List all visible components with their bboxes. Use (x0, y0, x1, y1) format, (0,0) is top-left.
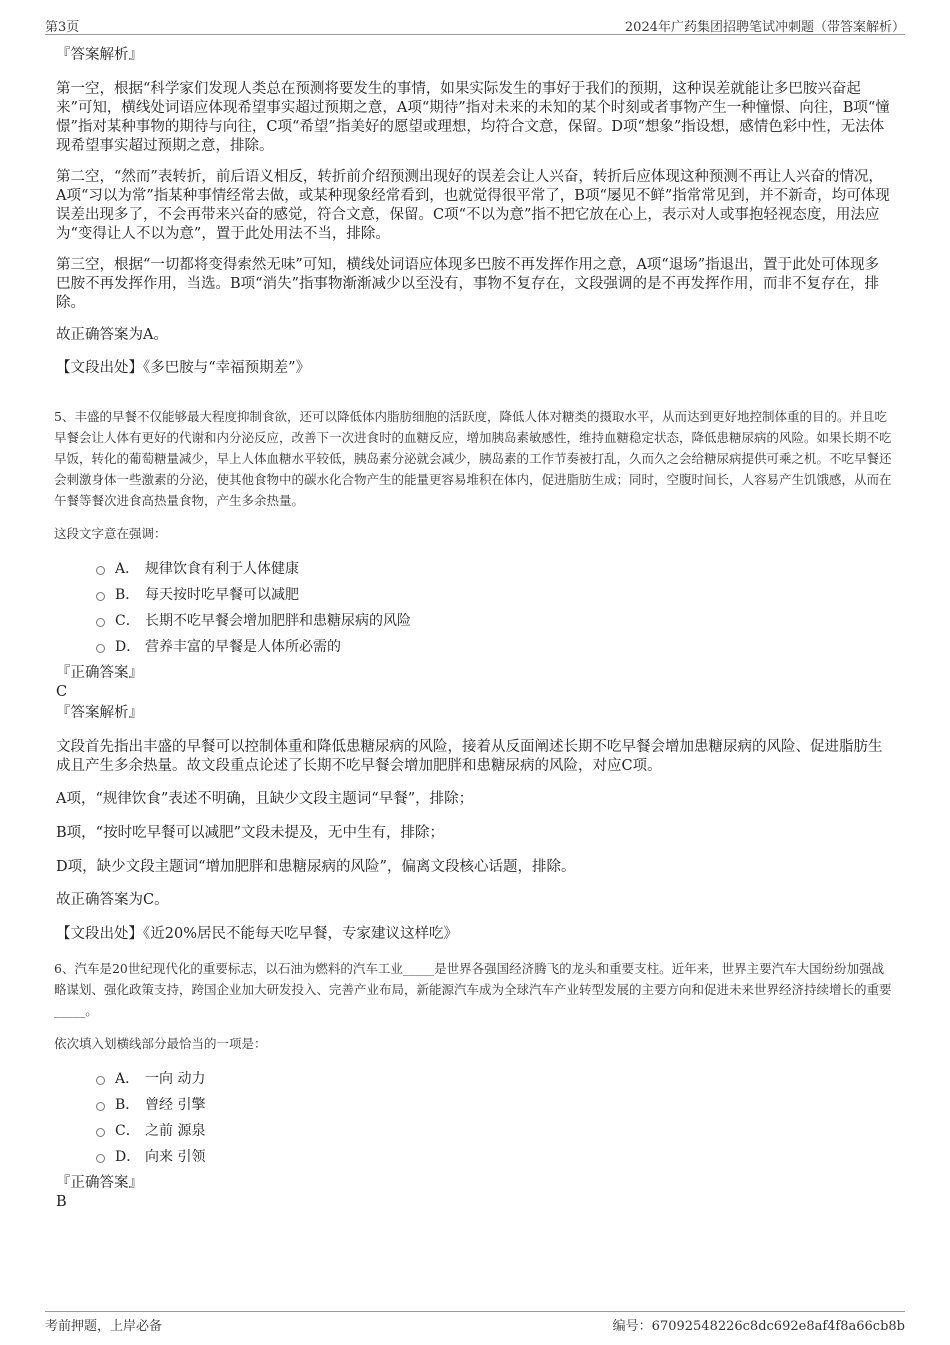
q6-stem: 6、汽车是20世纪现代化的重要标志，以石油为燃料的汽车工业_____是世界各强国经济腾飞的龙头和重要支柱。近年来，世界主要汽车大国纷纷加强战略谋划、强化政策支持，跨国企业加大研发投入、完善产业布局，新能源汽车成为全球汽车产业转型发展的主要方向和促进未来世界经济持续增长的重要_____。 (54, 961, 892, 1018)
radio-icon[interactable] (96, 592, 105, 601)
q5-option-a[interactable]: A． 规律饮食有利于人体健康 (96, 555, 411, 581)
page-header (45, 14, 905, 35)
q5-analysis-paragraph-1: 文段首先指出丰盛的早餐可以控制体重和降低患糖尿病的风险，接着从反面阐述长期不吃早餐会增加患糖尿病的风险、促进脂肪生成且产生多余热量。故文段重点论述了长期不吃早餐会增加肥胖和患糖尿病的风险，对应C项。 (56, 739, 883, 774)
q6-answer: B (56, 1194, 67, 1210)
q5-options (96, 555, 411, 659)
radio-icon[interactable] (96, 1128, 105, 1137)
q5-analysis-paragraph-2: A项，“规律饮食”表述不明确，且缺少文段主题词“早餐”，排除； (56, 791, 474, 807)
q6-options (96, 1065, 205, 1169)
q5-answer-label: 『正确答案』 (56, 665, 143, 681)
page-number: 第3页 (45, 20, 80, 35)
q5-analysis-label: 『答案解析』 (56, 705, 143, 721)
radio-icon[interactable] (96, 1154, 105, 1163)
q5-option-b[interactable]: B． 每天按时吃早餐可以减肥 (96, 581, 411, 607)
q6-option-a[interactable]: A． 一向 动力 (96, 1065, 205, 1091)
page-footer (45, 1311, 905, 1332)
q6-option-b[interactable]: B． 曾经 引擎 (96, 1091, 205, 1117)
q4-analysis-paragraph-3: 第三空，根据“一切都将变得索然无味”可知，横线处词语应体现多巴胺不再发挥作用之意，A项“退场”指退出，置于此处可体现多巴胺不再发挥作用，当选。B项“消失”指事物渐渐减少以至没有，事物不复存在，文段强调的是不再发挥作用，而非不复存在，排除。 (56, 257, 880, 311)
radio-icon[interactable] (96, 1076, 105, 1085)
q5-option-d[interactable]: D． 营养丰富的早餐是人体所必需的 (96, 633, 411, 659)
document-id: 编号：67092548226c8dc692e8af4f8a66cb8b (612, 1319, 905, 1334)
radio-icon[interactable] (96, 1102, 105, 1111)
answer-analysis-label: 『答案解析』 (56, 47, 143, 63)
q5-answer: C (56, 684, 68, 700)
q5-stem: 5、丰盛的早餐不仅能够最大程度抑制食欲，还可以降低体内脂肪细胞的活跃度，降低人体对糖类的摄取水平，从而达到更好地控制体重的目的。并且吃早餐会让人体有更好的代谢和内分泌反应，改善下一次进食时的血糖反应，增加胰岛素敏感性，维持血糖稳定状态，降低患糖尿病的风险。如果长期不吃早饭，转化的葡萄糖量减少，早上人体血糖水平较低，胰岛素分泌就会减少，胰岛素的工作节奏被打乱，久而久之会给糖尿病提供可乘之机。不吃早餐还会刺激身体一些激素的分泌，使其他食物中的碳水化合物产生的能量更容易堆积在体内，促进脂肪生成；同时，空腹时间长，人容易产生饥饿感，从而在午餐等餐次进食高热量食物，产生多余热量。 (54, 409, 892, 508)
q6-answer-label: 『正确答案』 (56, 1175, 143, 1191)
q4-analysis-paragraph-2: 第二空，“然而”表转折，前后语义相反，转折前介绍预测出现好的误差会让人兴奋，转折后应体现这种预测不再让人兴奋的情况，A项“习以为常”指某种事情经常去做，或某种现象经常看到，也就觉得很平常了，B项“屡见不鲜”指常常见到，并不新奇，均可体现误差出现多了，不会再带来兴奋的感觉，符合文意，保留。C项“不以为意”指不把它放在心上，表示对人或事抱轻视态度，用法应为“变得让人不以为意”，置于此处用法不当，排除。 (56, 169, 890, 242)
radio-icon[interactable] (96, 618, 105, 627)
q5-conclusion: 故正确答案为C。 (56, 892, 169, 908)
radio-icon[interactable] (96, 644, 105, 653)
q4-source: 【文段出处】《多巴胺与“幸福预期差”》 (56, 360, 311, 376)
q4-conclusion: 故正确答案为A。 (56, 327, 168, 343)
q5-option-c[interactable]: C． 长期不吃早餐会增加肥胖和患糖尿病的风险 (96, 607, 411, 633)
radio-icon[interactable] (96, 566, 105, 575)
q4-analysis-paragraph-1: 第一空，根据“科学家们发现人类总在预测将要发生的事情，如果实际发生的事好于我们的预期，这种误差就能让多巴胺兴奋起来”可知，横线处词语应体现希望事实超过预期之意，A项“期待”指对未来的未知的某个时刻或者事物产生一种憧憬、向往，B项“憧憬”指对某种事物的期待与向往，C项“希望”指美好的愿望或理想，均符合文意，保留。D项“想象”指设想，感情色彩中性，无法体现希望事实超过预期之意，排除。 (56, 81, 890, 154)
footer-slogan: 考前押题，上岸必备 (45, 1319, 163, 1334)
q6-option-d[interactable]: D． 向来 引领 (96, 1143, 205, 1169)
document-title: 2024年广药集团招聘笔试冲刺题（带答案解析） (624, 20, 905, 35)
q4-analysis-label-block (56, 46, 892, 65)
q5-prompt: 这段文字意在强调： (54, 526, 167, 541)
q5-analysis-paragraph-4: D项，缺少文段主题词“增加肥胖和患糖尿病的风险”，偏离文段核心话题，排除。 (56, 859, 576, 875)
q6-option-c[interactable]: C． 之前 源泉 (96, 1117, 205, 1143)
q5-source: 【文段出处】《近20%居民不能每天吃早餐，专家建议这样吃》 (56, 926, 458, 942)
q5-analysis-paragraph-3: B项，“按时吃早餐可以减肥”文段未提及，无中生有，排除； (56, 825, 444, 841)
q6-prompt: 依次填入划横线部分最恰当的一项是： (54, 1036, 267, 1051)
